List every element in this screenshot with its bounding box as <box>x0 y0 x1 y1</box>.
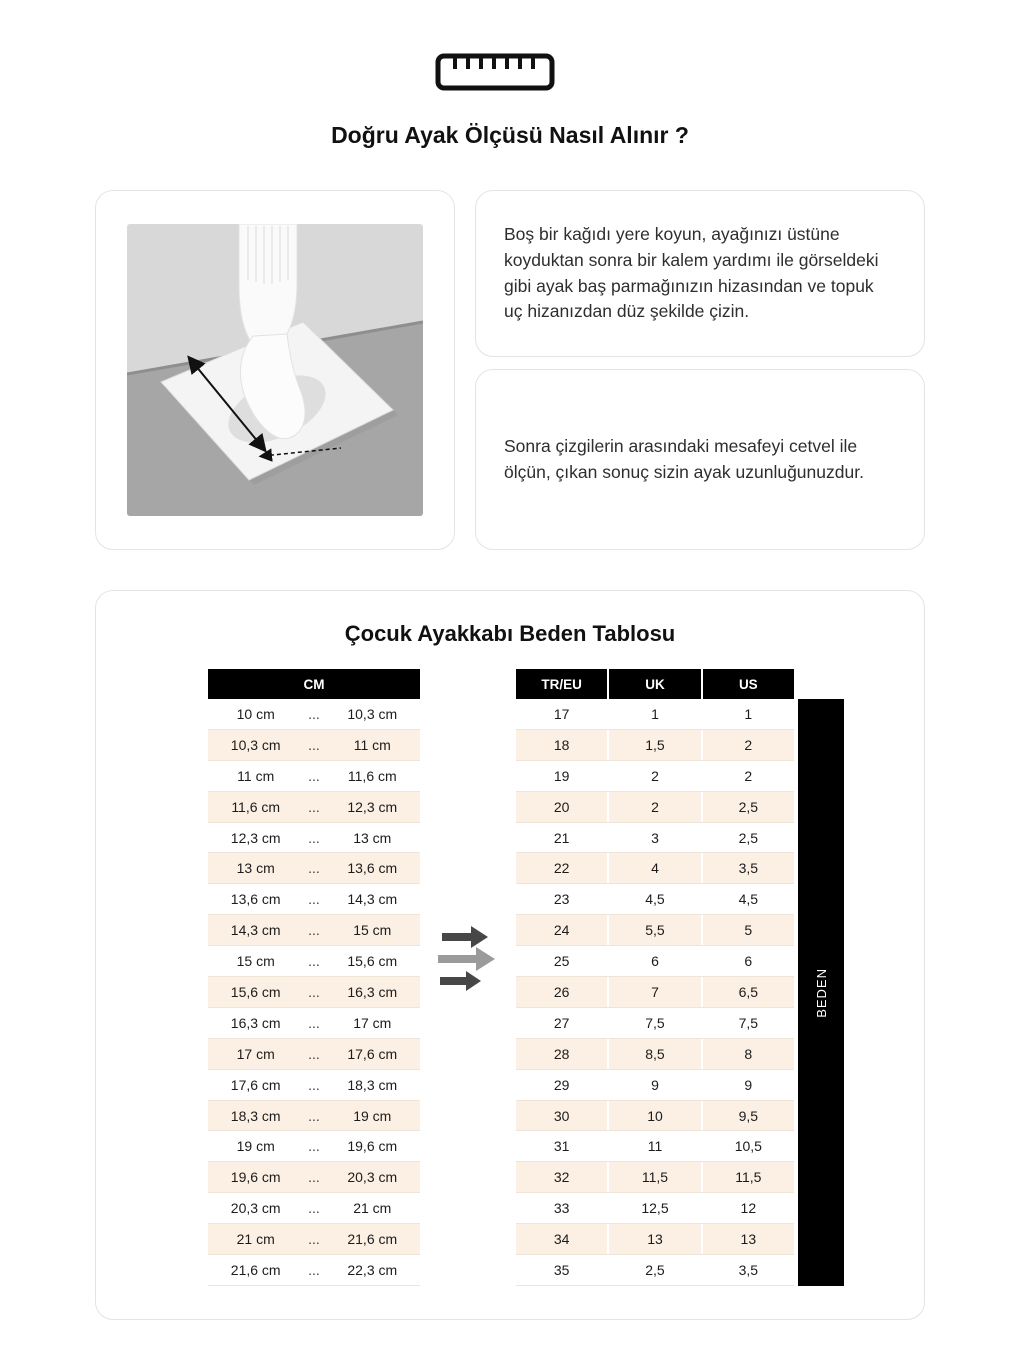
uk-size-value: 9 <box>607 1070 700 1100</box>
range-dots: ... <box>308 922 320 939</box>
range-dots: ... <box>308 953 320 970</box>
range-dots: ... <box>308 1200 320 1217</box>
cm-max-value: 13,6 cm <box>347 860 398 877</box>
us-size-value: 13 <box>701 1224 794 1254</box>
size-table-row <box>516 1070 794 1101</box>
cm-min-value: 11 cm <box>237 767 275 784</box>
beden-side-label-text: BEDEN <box>813 967 829 1018</box>
eu-size-value: 31 <box>553 1138 570 1155</box>
cm-max-value: 17 cm <box>353 1014 392 1031</box>
uk-size-value: 7 <box>607 977 700 1007</box>
us-size-value: 9 <box>701 1070 794 1100</box>
cm-table-row <box>208 1193 420 1224</box>
ruler-icon <box>435 52 555 92</box>
eu-size-value: 29 <box>553 1076 570 1093</box>
uk-size-value: 2 <box>607 792 700 822</box>
uk-size-value: 4 <box>607 853 700 883</box>
cm-table-row <box>208 1008 420 1039</box>
uk-size-value: 3 <box>607 823 700 853</box>
size-table-row <box>516 730 794 761</box>
size-table-row <box>516 1039 794 1070</box>
us-size-value: 2,5 <box>701 823 794 853</box>
cm-table-row <box>208 977 420 1008</box>
us-size-value: 11,5 <box>701 1162 794 1192</box>
range-dots: ... <box>308 1261 320 1278</box>
eu-column-header: TR/EU <box>541 676 582 692</box>
cm-min-value: 21,6 cm <box>230 1261 281 1278</box>
us-size-value: 7,5 <box>701 1008 794 1038</box>
us-size-value: 3,5 <box>701 1255 794 1285</box>
cm-min-value: 14,3 cm <box>230 922 281 939</box>
us-size-value: 9,5 <box>701 1101 794 1131</box>
instruction-step-2-card <box>475 369 925 550</box>
cm-min-value: 13,6 cm <box>230 891 281 908</box>
size-table-row <box>516 884 794 915</box>
uk-size-value: 2,5 <box>607 1255 700 1285</box>
us-size-value: 2,5 <box>701 792 794 822</box>
us-size-value: 2 <box>701 730 794 760</box>
range-dots: ... <box>308 1045 320 1062</box>
eu-size-value: 17 <box>553 705 570 722</box>
cm-min-value: 19 cm <box>236 1138 275 1155</box>
range-dots: ... <box>308 705 320 722</box>
size-table-row <box>516 946 794 977</box>
uk-size-value: 1 <box>607 699 700 729</box>
size-table-row <box>516 853 794 884</box>
us-column-header: US <box>701 669 794 699</box>
size-table-row <box>516 1162 794 1193</box>
eu-size-value: 26 <box>553 983 570 1000</box>
eu-size-value: 21 <box>553 829 570 846</box>
instruction-step-1-text: Boş bir kağıdı yere koyun, ayağınızı üstüne koyduktan sonra bir kalem yardımı ile görseldeki gibi ayak baş parmağınızın hizasından ve topuk uç hizanızdan düz şekilde çizin. <box>504 223 879 322</box>
cm-table <box>208 669 420 1286</box>
cm-min-value: 12,3 cm <box>230 829 281 846</box>
beden-side-label <box>798 699 844 1286</box>
cm-table-row <box>208 1101 420 1132</box>
uk-size-value: 1,5 <box>607 730 700 760</box>
cm-min-value: 10,3 cm <box>230 736 281 753</box>
size-table-title: Çocuk Ayakkabı Beden Tablosu <box>344 621 676 646</box>
range-dots: ... <box>308 860 320 877</box>
cm-table-row <box>208 853 420 884</box>
range-dots: ... <box>308 1138 320 1155</box>
range-dots: ... <box>308 1076 320 1093</box>
uk-size-value: 10 <box>607 1101 700 1131</box>
cm-min-value: 18,3 cm <box>230 1107 281 1124</box>
cm-max-value: 20,3 cm <box>347 1169 398 1186</box>
instruction-step-1-card <box>475 190 925 357</box>
us-size-value: 8 <box>701 1039 794 1069</box>
range-dots: ... <box>308 891 320 908</box>
cm-table-row <box>208 915 420 946</box>
cm-max-value: 11 cm <box>353 736 391 753</box>
cm-table-row <box>208 730 420 761</box>
uk-size-value: 13 <box>607 1224 700 1254</box>
range-dots: ... <box>308 1231 320 1248</box>
us-size-value: 3,5 <box>701 853 794 883</box>
eu-size-value: 18 <box>553 736 570 753</box>
cm-table-row <box>208 792 420 823</box>
size-table-body <box>516 699 794 1286</box>
uk-size-value: 5,5 <box>607 915 700 945</box>
eu-size-value: 23 <box>553 891 570 908</box>
range-dots: ... <box>308 829 320 846</box>
uk-size-value: 12,5 <box>607 1193 700 1223</box>
uk-size-value: 4,5 <box>607 884 700 914</box>
cm-min-value: 17 cm <box>236 1045 275 1062</box>
instruction-step-2-text: Sonra çizgilerin arasındaki mesafeyi cetvel ile ölçün, çıkan sonuç sizin ayak uzunluğunuzdur. <box>504 435 864 482</box>
us-size-value: 4,5 <box>701 884 794 914</box>
double-arrow-icon <box>436 923 502 987</box>
range-dots: ... <box>308 1169 320 1186</box>
cm-max-value: 19 cm <box>353 1107 392 1124</box>
eu-size-value: 35 <box>553 1261 570 1278</box>
range-dots: ... <box>308 767 320 784</box>
cm-table-row <box>208 699 420 730</box>
size-table-row <box>516 977 794 1008</box>
us-size-value: 10,5 <box>701 1131 794 1161</box>
us-size-value: 5 <box>701 915 794 945</box>
cm-max-value: 18,3 cm <box>347 1076 398 1093</box>
eu-size-value: 32 <box>553 1169 570 1186</box>
size-table-row <box>516 1131 794 1162</box>
cm-min-value: 11,6 cm <box>231 798 281 815</box>
size-table-header-row <box>516 669 794 699</box>
cm-min-value: 19,6 cm <box>230 1169 281 1186</box>
page-title: Doğru Ayak Ölçüsü Nasıl Alınır ? <box>331 122 689 148</box>
us-size-value: 2 <box>701 761 794 791</box>
measurement-photo-card <box>95 190 455 550</box>
eu-size-value: 20 <box>553 798 570 815</box>
cm-min-value: 10 cm <box>236 705 275 722</box>
size-table-row <box>516 1255 794 1286</box>
range-dots: ... <box>308 736 320 753</box>
size-table-row <box>516 1008 794 1039</box>
cm-max-value: 15,6 cm <box>347 953 398 970</box>
cm-min-value: 13 cm <box>236 860 275 877</box>
size-table-card <box>95 590 925 1320</box>
size-table-row <box>516 1224 794 1255</box>
uk-size-value: 11 <box>607 1131 700 1161</box>
cm-max-value: 16,3 cm <box>347 983 398 1000</box>
cm-max-value: 11,6 cm <box>347 767 397 784</box>
eu-size-value: 27 <box>553 1014 570 1031</box>
size-table-row <box>516 792 794 823</box>
cm-min-value: 21 cm <box>236 1231 275 1248</box>
cm-max-value: 21 cm <box>353 1200 392 1217</box>
eu-size-value: 25 <box>553 953 570 970</box>
eu-size-value: 24 <box>553 922 570 939</box>
cm-max-value: 17,6 cm <box>347 1045 398 1062</box>
size-table-row <box>516 1193 794 1224</box>
range-dots: ... <box>308 983 320 1000</box>
cm-table-header: CM <box>208 669 420 699</box>
uk-size-value: 2 <box>607 761 700 791</box>
uk-size-value: 6 <box>607 946 700 976</box>
cm-table-row <box>208 761 420 792</box>
foot-measurement-photo <box>127 224 423 516</box>
us-size-value: 6 <box>701 946 794 976</box>
cm-table-row <box>208 823 420 854</box>
uk-column-header: UK <box>607 669 700 699</box>
cm-min-value: 16,3 cm <box>230 1014 281 1031</box>
eu-size-value: 28 <box>553 1045 570 1062</box>
size-table-row <box>516 761 794 792</box>
cm-table-row <box>208 1224 420 1255</box>
cm-min-value: 20,3 cm <box>230 1200 281 1217</box>
cm-table-row <box>208 1131 420 1162</box>
cm-max-value: 12,3 cm <box>347 798 398 815</box>
cm-table-body <box>208 699 420 1286</box>
size-table-row <box>516 915 794 946</box>
cm-table-row <box>208 1039 420 1070</box>
uk-size-value: 11,5 <box>607 1162 700 1192</box>
cm-max-value: 22,3 cm <box>347 1261 398 1278</box>
uk-size-value: 7,5 <box>607 1008 700 1038</box>
cm-min-value: 17,6 cm <box>230 1076 281 1093</box>
cm-min-value: 15,6 cm <box>230 983 281 1000</box>
eu-size-value: 30 <box>553 1107 570 1124</box>
size-table-row <box>516 1101 794 1132</box>
cm-min-value: 15 cm <box>236 953 275 970</box>
size-conversion-table <box>516 669 794 1286</box>
cm-max-value: 19,6 cm <box>347 1138 398 1155</box>
eu-size-value: 33 <box>553 1200 570 1217</box>
us-size-value: 1 <box>701 699 794 729</box>
cm-max-value: 14,3 cm <box>347 891 398 908</box>
cm-table-row <box>208 946 420 977</box>
cm-table-row <box>208 1162 420 1193</box>
range-dots: ... <box>308 1014 320 1031</box>
us-size-value: 12 <box>701 1193 794 1223</box>
cm-table-row <box>208 1255 420 1286</box>
uk-size-value: 8,5 <box>607 1039 700 1069</box>
us-size-value: 6,5 <box>701 977 794 1007</box>
cm-table-row <box>208 884 420 915</box>
eu-size-value: 19 <box>553 767 570 784</box>
eu-size-value: 34 <box>553 1231 570 1248</box>
cm-max-value: 10,3 cm <box>347 705 398 722</box>
size-table-row <box>516 699 794 730</box>
range-dots: ... <box>308 1107 320 1124</box>
eu-size-value: 22 <box>553 860 570 877</box>
range-dots: ... <box>308 798 320 815</box>
cm-max-value: 21,6 cm <box>347 1231 398 1248</box>
cm-max-value: 15 cm <box>353 922 392 939</box>
cm-table-row <box>208 1070 420 1101</box>
cm-max-value: 13 cm <box>353 829 392 846</box>
size-table-row <box>516 823 794 854</box>
